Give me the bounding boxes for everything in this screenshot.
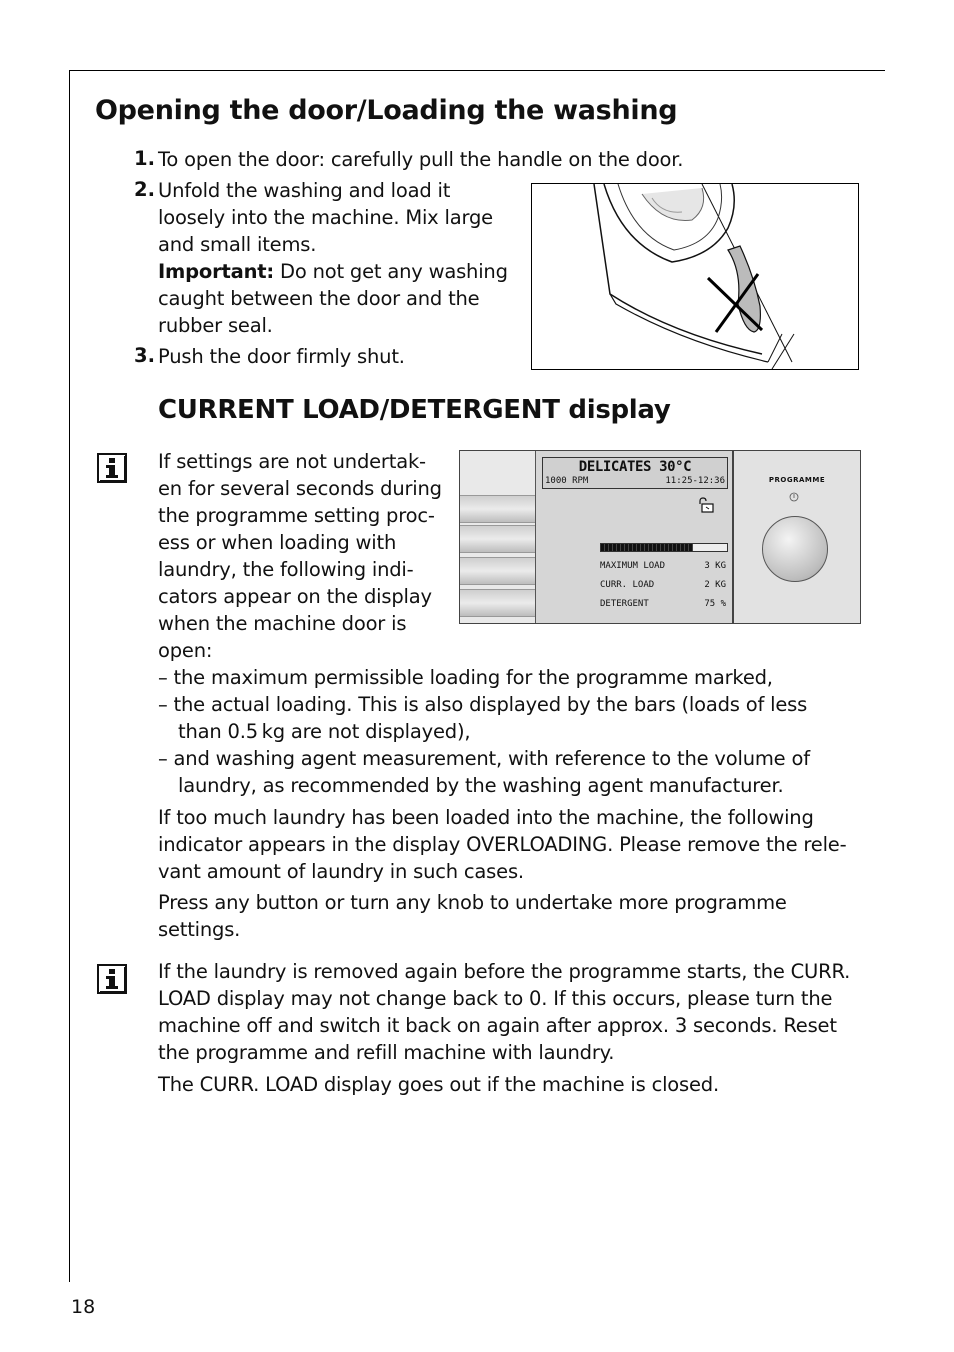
press-line: settings. <box>158 918 241 941</box>
step-text-3: Push the door firmly shut. <box>158 345 405 368</box>
step-2-line: loosely into the machine. Mix large <box>158 206 493 229</box>
step-2-important-line <box>158 258 508 285</box>
note-line: the programme and refill machine with laundry. <box>158 1041 615 1064</box>
step-2-line: Unfold the washing and load it <box>158 179 451 202</box>
overload-line: vant amount of laundry in such cases. <box>158 860 524 883</box>
control-panel-display-illustration <box>459 450 861 624</box>
top-rule <box>69 70 885 71</box>
bullet-item: – and washing agent measurement, with reference to the volume of <box>158 747 810 770</box>
section-heading-display: CURRENT LOAD/DETERGENT display <box>158 395 671 425</box>
washing-machine-door-drawing <box>532 184 858 369</box>
lock-icon <box>696 497 714 513</box>
curr-load-value: 2 KG <box>704 580 726 590</box>
intro-line: en for several seconds during <box>158 477 442 500</box>
load-bar-fill <box>601 544 693 551</box>
panel-button <box>460 557 535 585</box>
overload-line: indicator appears in the display OVERLOADING. Please remove the rele- <box>158 833 847 856</box>
panel-button <box>460 589 535 617</box>
max-load-value: 3 KG <box>704 561 726 571</box>
lcd-header <box>542 457 728 489</box>
info-icon <box>97 453 127 483</box>
panel-button <box>460 525 535 553</box>
step-2-line: rubber seal. <box>158 314 273 337</box>
important-label: Important: <box>158 260 275 283</box>
programme-knob-area <box>734 451 860 623</box>
intro-line: the programme setting proc- <box>158 504 435 527</box>
bullet-item-continuation: laundry, as recommended by the washing agent manufacturer. <box>178 774 784 797</box>
bullet-item: – the maximum permissible loading for the programme marked, <box>158 666 773 689</box>
closing-note: The CURR. LOAD display goes out if the machine is closed. <box>158 1073 719 1096</box>
left-rule <box>69 70 70 1282</box>
intro-line: laundry, the following indi- <box>158 558 414 581</box>
programme-knob-label: PROGRAMME <box>768 476 826 484</box>
panel-button <box>460 495 535 523</box>
max-load-label: MAXIMUM LOAD <box>600 561 666 571</box>
step-text-2 <box>158 177 508 339</box>
bullet-list <box>158 664 810 799</box>
note-line: If the laundry is removed again before the programme starts, the CURR. <box>158 960 851 983</box>
bullet-item: – the actual loading. This is also displayed by the bars (loads of less <box>158 693 808 716</box>
detergent-label: DETERGENT <box>600 599 649 609</box>
intro-line: when the machine door is <box>158 612 407 635</box>
bullet-item-continuation: than 0.5 kg are not displayed), <box>178 720 471 743</box>
section-heading-loading: Opening the door/Loading the washing <box>95 95 678 126</box>
overload-paragraph <box>158 804 846 885</box>
intro-line: ess or when loading with <box>158 531 397 554</box>
important-text: Do not get any washing <box>274 260 508 283</box>
button-strip <box>460 451 536 623</box>
step-number-1: 1. <box>134 147 155 170</box>
step-text-1: To open the door: carefully pull the handle on the door. <box>158 148 684 171</box>
power-icon <box>789 492 799 502</box>
note-paragraph <box>158 958 850 1066</box>
intro-line: open: <box>158 639 213 662</box>
overload-line: If too much laundry has been loaded into the machine, the following <box>158 806 814 829</box>
note-line: machine off and switch it back on again after approx. 3 seconds. Reset <box>158 1014 837 1037</box>
time-range: 11:25-12:36 <box>665 476 725 486</box>
note-line: LOAD display may not change back to 0. If this occurs, please turn the <box>158 987 833 1010</box>
programme-knob <box>762 516 828 582</box>
page-number: 18 <box>71 1296 96 1318</box>
display-intro-paragraph <box>158 448 442 664</box>
load-bar <box>600 543 728 552</box>
info-icon <box>97 964 127 994</box>
detergent-value: 75 % <box>704 599 726 609</box>
step-number-2: 2. <box>134 178 155 201</box>
intro-line: If settings are not undertak- <box>158 450 426 473</box>
spin-speed: 1000 RPM <box>545 476 589 486</box>
step-number-3: 3. <box>134 344 155 367</box>
curr-load-label: CURR. LOAD <box>600 580 655 590</box>
press-paragraph <box>158 889 787 943</box>
press-line: Press any button or turn any knob to undertake more programme <box>158 891 787 914</box>
intro-line: cators appear on the display <box>158 585 432 608</box>
lcd-screen <box>536 451 734 623</box>
step-2-line: caught between the door and the <box>158 287 480 310</box>
step-2-line: and small items. <box>158 233 317 256</box>
programme-title: DELICATES 30°C <box>578 459 692 475</box>
door-illustration <box>531 183 859 370</box>
